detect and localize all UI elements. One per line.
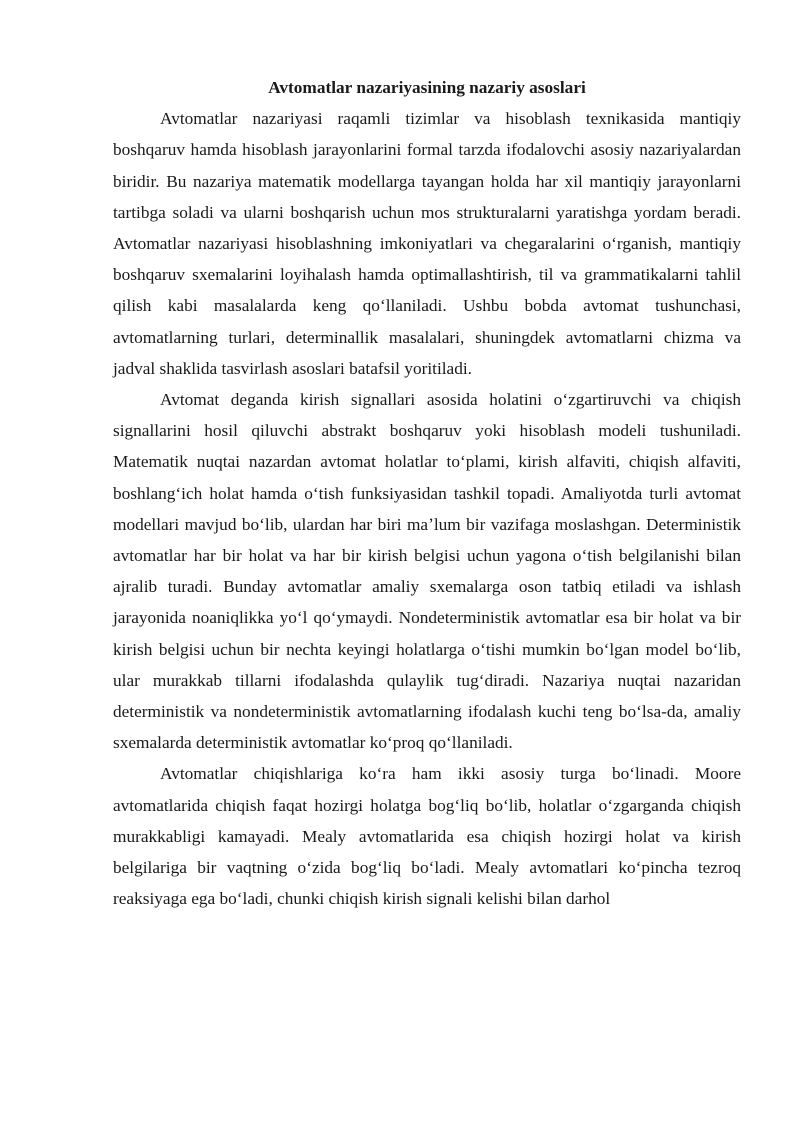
paragraph-output-types: Avtomatlar chiqishlariga koʻra ham ikki asosiy turga boʻlinadi. Moore avtomatlarida chiqish faqat hozirgi holatga bogʻliq boʻlib, holatlar oʻzgarganda chiqish murakkabligi kamayadi. Mealy avtomatlarida esa chiqish hozirgi holat va kirish belgilariga bir vaqtning oʻzida bogʻliq boʻladi. Mealy avtomatlari koʻpincha tezroq reaksiyaga ega boʻladi, chunki chiqish kirish signali kelishi bilan darhol bbox=[113, 764, 741, 909]
document-title: Avtomatlar nazariyasining nazariy asoslari bbox=[268, 78, 586, 97]
paragraph-intro: Avtomatlar nazariyasi raqamli tizimlar va hisoblash texnikasida mantiqiy boshqaruv hamda hisoblash jarayonlarini formal tarzda ifodalovchi asosiy nazariyalardan biridir. Bu nazariya matematik modellarga tayangan holda har xil mantiqiy jarayonlarni tartibga soladi va ularni boshqarish uchun mos strukturalarni yaratishga yordam beradi. Avtomatlar nazariyasi hisoblashning imkoniyatlari va chegaralarini oʻrganish, mantiqiy boshqaruv sxemalarini loyihalash hamda optimallashtirish, til va grammatikalarni tahlil qilish kabi masalalarda keng qoʻllaniladi. Ushbu bobda avtomat tushunchasi, avtomatlarning turlari, determinallik masalalari, shuningdek avtomatlarni chizma va jadval shaklida tasvirlash asoslari batafsil yoritiladi. bbox=[113, 109, 741, 378]
document-page bbox=[113, 72, 741, 914]
paragraph-automaton-definition: Avtomat deganda kirish signallari asosida holatini oʻzgartiruvchi va chiqish signallarini hosil qiluvchi abstrakt boshqaruv yoki hisoblash modeli tushuniladi. Matematik nuqtai nazardan avtomat holatlar toʻplami, kirish alfaviti, chiqish alfaviti, boshlangʻich holat hamda oʻtish funksiyasidan tashkil topadi. Amaliyotda turli avtomat modellari mavjud boʻlib, ulardan har biri maʼlum bir vazifaga moslashgan. Deterministik avtomatlar har bir holat va har bir kirish belgisi uchun yagona oʻtish belgilanishi bilan ajralib turadi. Bunday avtomatlar amaliy sxemalarga oson tatbiq etiladi va ishlash jarayonida noaniqlikka yoʻl qoʻymaydi. Nondeterministik avtomatlar esa bir holat va bir kirish belgisi uchun bir nechta keyingi holatlarga oʻtishi mumkin boʻlgan model boʻlib, ular murakkab tillarni ifodalashda qulaylik tugʻdiradi. Nazariya nuqtai nazaridan deterministik va nondeterministik avtomatlarning ifodalash kuchi teng boʻlsa-da, amaliy sxemalarda deterministik avtomatlar koʻproq qoʻllaniladi. bbox=[113, 390, 741, 753]
